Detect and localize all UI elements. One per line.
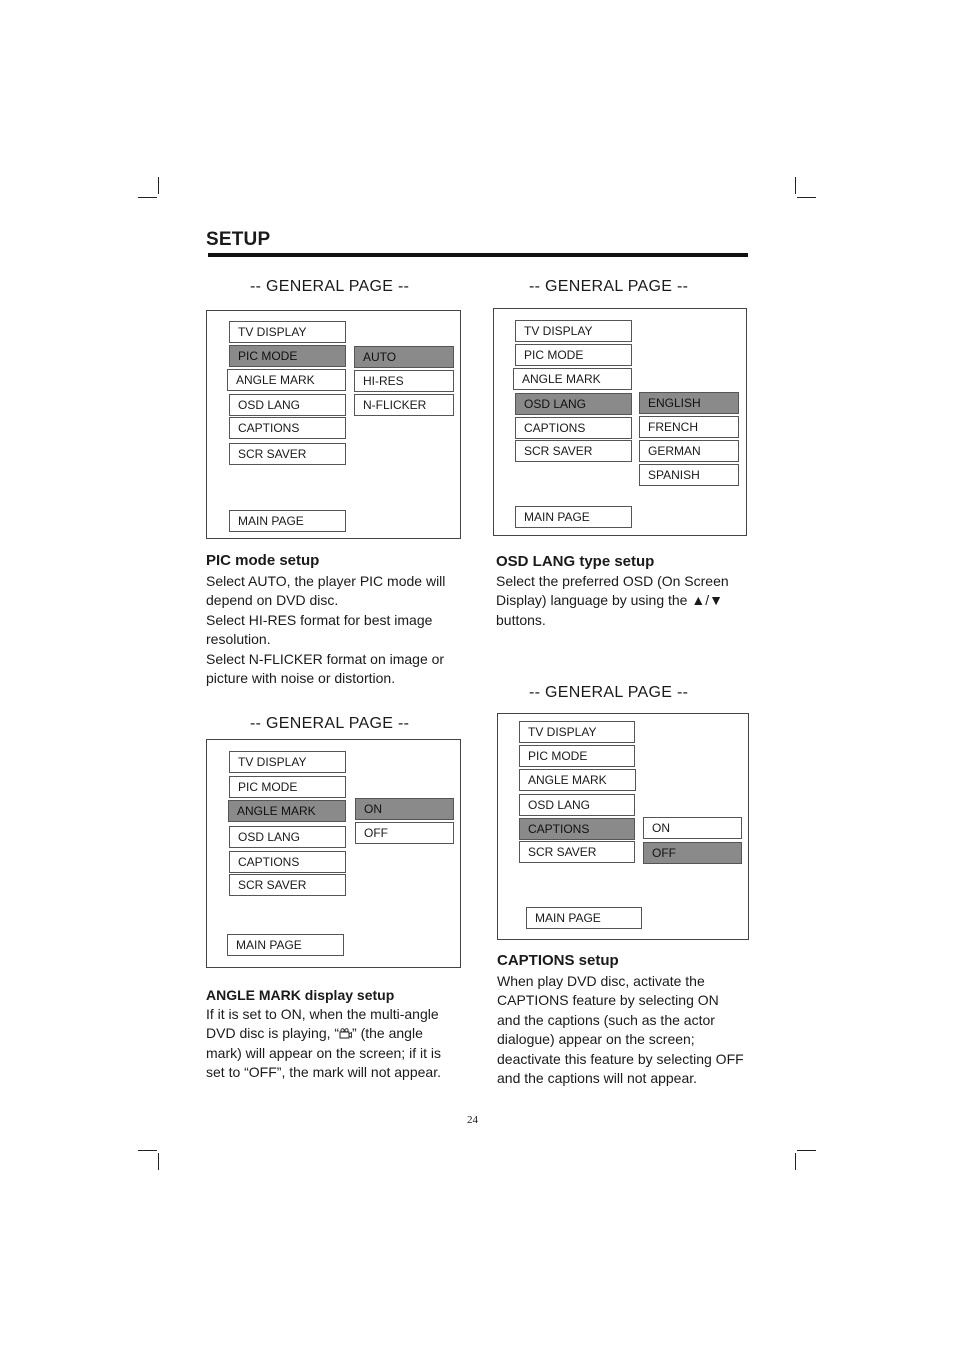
menu-item-captions[interactable]: CAPTIONS [229,417,346,439]
section-heading-osd-lang: OSD LANG type setup [496,553,655,570]
menu-item-captions[interactable]: CAPTIONS [519,818,635,840]
panel-title-osd-lang: -- GENERAL PAGE -- [529,278,689,295]
menu-item-osd-lang[interactable]: OSD LANG [519,794,635,816]
option-n-flicker[interactable]: N-FLICKER [354,394,454,416]
main-page-button[interactable]: MAIN PAGE [515,506,632,528]
section-heading-captions: CAPTIONS setup [497,952,619,969]
crop-mark-top-right [797,197,816,198]
menu-item-osd-lang[interactable]: OSD LANG [515,393,632,415]
menu-item-captions[interactable]: CAPTIONS [515,417,632,439]
option-on[interactable]: ON [355,798,454,820]
menu-item-angle-mark[interactable]: ANGLE MARK [228,800,346,822]
section-body-angle-mark [206,1005,456,1083]
menu-item-angle-mark[interactable]: ANGLE MARK [519,769,636,791]
menu-item-angle-mark[interactable]: ANGLE MARK [227,369,346,391]
title-rule [208,253,748,257]
menu-item-scr-saver[interactable]: SCR SAVER [515,440,632,462]
menu-item-osd-lang[interactable]: OSD LANG [229,826,346,848]
section-body-osd-lang [496,572,746,630]
crop-mark-bottom-left [158,1153,159,1170]
option-hi-res[interactable]: HI-RES [354,370,454,392]
body-line: Select AUTO, the player PIC mode will depend on DVD disc. [206,573,446,609]
body-line: Select HI-RES format for best image resolution. [206,611,433,648]
crop-mark-top-left [138,197,157,198]
menu-item-captions[interactable]: CAPTIONS [229,851,346,873]
option-on[interactable]: ON [643,817,742,839]
menu-item-scr-saver[interactable]: SCR SAVER [229,874,346,896]
body-line [206,1005,456,1083]
main-page-button[interactable]: MAIN PAGE [227,934,344,956]
option-spanish[interactable]: SPANISH [639,464,739,486]
option-off[interactable]: OFF [355,822,454,844]
menu-item-scr-saver[interactable]: SCR SAVER [519,841,635,863]
crop-mark-bottom-left [138,1150,157,1151]
main-page-button[interactable]: MAIN PAGE [229,510,346,532]
panel-title-angle-mark: -- GENERAL PAGE -- [250,715,410,732]
body-line: When play DVD disc, activate the CAPTIONS feature by selecting ON and the captions (such as the actor dialogue) appear on the screen; deactivate this feature by selecting OFF and the captions will not appear. [497,973,744,1087]
crop-mark-top-right [795,177,796,194]
section-heading-pic-mode: PIC mode setup [206,552,320,569]
menu-item-tv-display[interactable]: TV DISPLAY [229,751,346,773]
osd-panel-pic-mode [206,310,461,539]
panel-title-pic-mode: -- GENERAL PAGE -- [250,278,410,295]
camera-angle-icon [339,1028,352,1040]
menu-item-pic-mode[interactable]: PIC MODE [519,745,635,767]
option-german[interactable]: GERMAN [639,440,739,462]
osd-panel-angle-mark [206,739,461,968]
crop-mark-bottom-right [795,1153,796,1170]
menu-item-angle-mark[interactable]: ANGLE MARK [513,368,632,390]
option-auto[interactable]: AUTO [354,346,454,368]
crop-mark-top-left [158,177,159,194]
body-line: Select N-FLICKER format on image or picture with noise or distortion. [206,650,445,687]
menu-item-tv-display[interactable]: TV DISPLAY [229,321,346,343]
osd-panel-captions [497,713,749,940]
option-english[interactable]: ENGLISH [639,392,739,414]
menu-item-osd-lang[interactable]: OSD LANG [229,394,346,416]
menu-item-pic-mode[interactable]: PIC MODE [515,344,632,366]
osd-panel-osd-lang [493,308,747,536]
section-heading-angle-mark: ANGLE MARK display setup [206,987,395,1003]
menu-item-pic-mode[interactable]: PIC MODE [229,776,346,798]
angle-text-after: ” (the angle mark) will appear on the screen; if it is set to “OFF”, the mark will not appear. [206,1025,441,1081]
page-number: 24 [467,1114,478,1126]
option-off[interactable]: OFF [643,842,742,864]
menu-item-tv-display[interactable]: TV DISPLAY [519,721,635,743]
body-line: Select the preferred OSD (On Screen Display) language by using the ▲/▼ buttons. [496,573,729,628]
section-body-captions [497,972,745,1088]
menu-item-tv-display[interactable]: TV DISPLAY [515,320,632,342]
main-page-button[interactable]: MAIN PAGE [526,907,642,929]
menu-item-pic-mode[interactable]: PIC MODE [229,345,346,367]
panel-title-captions: -- GENERAL PAGE -- [529,684,689,701]
angle-text-before: If it is set to ON, when the multi-angle DVD disc is playing, “ [206,1006,439,1042]
menu-item-scr-saver[interactable]: SCR SAVER [229,443,346,465]
section-body-pic-mode [206,572,462,688]
option-french[interactable]: FRENCH [639,416,739,438]
page-title: SETUP [206,229,271,250]
crop-mark-bottom-right [797,1150,816,1151]
